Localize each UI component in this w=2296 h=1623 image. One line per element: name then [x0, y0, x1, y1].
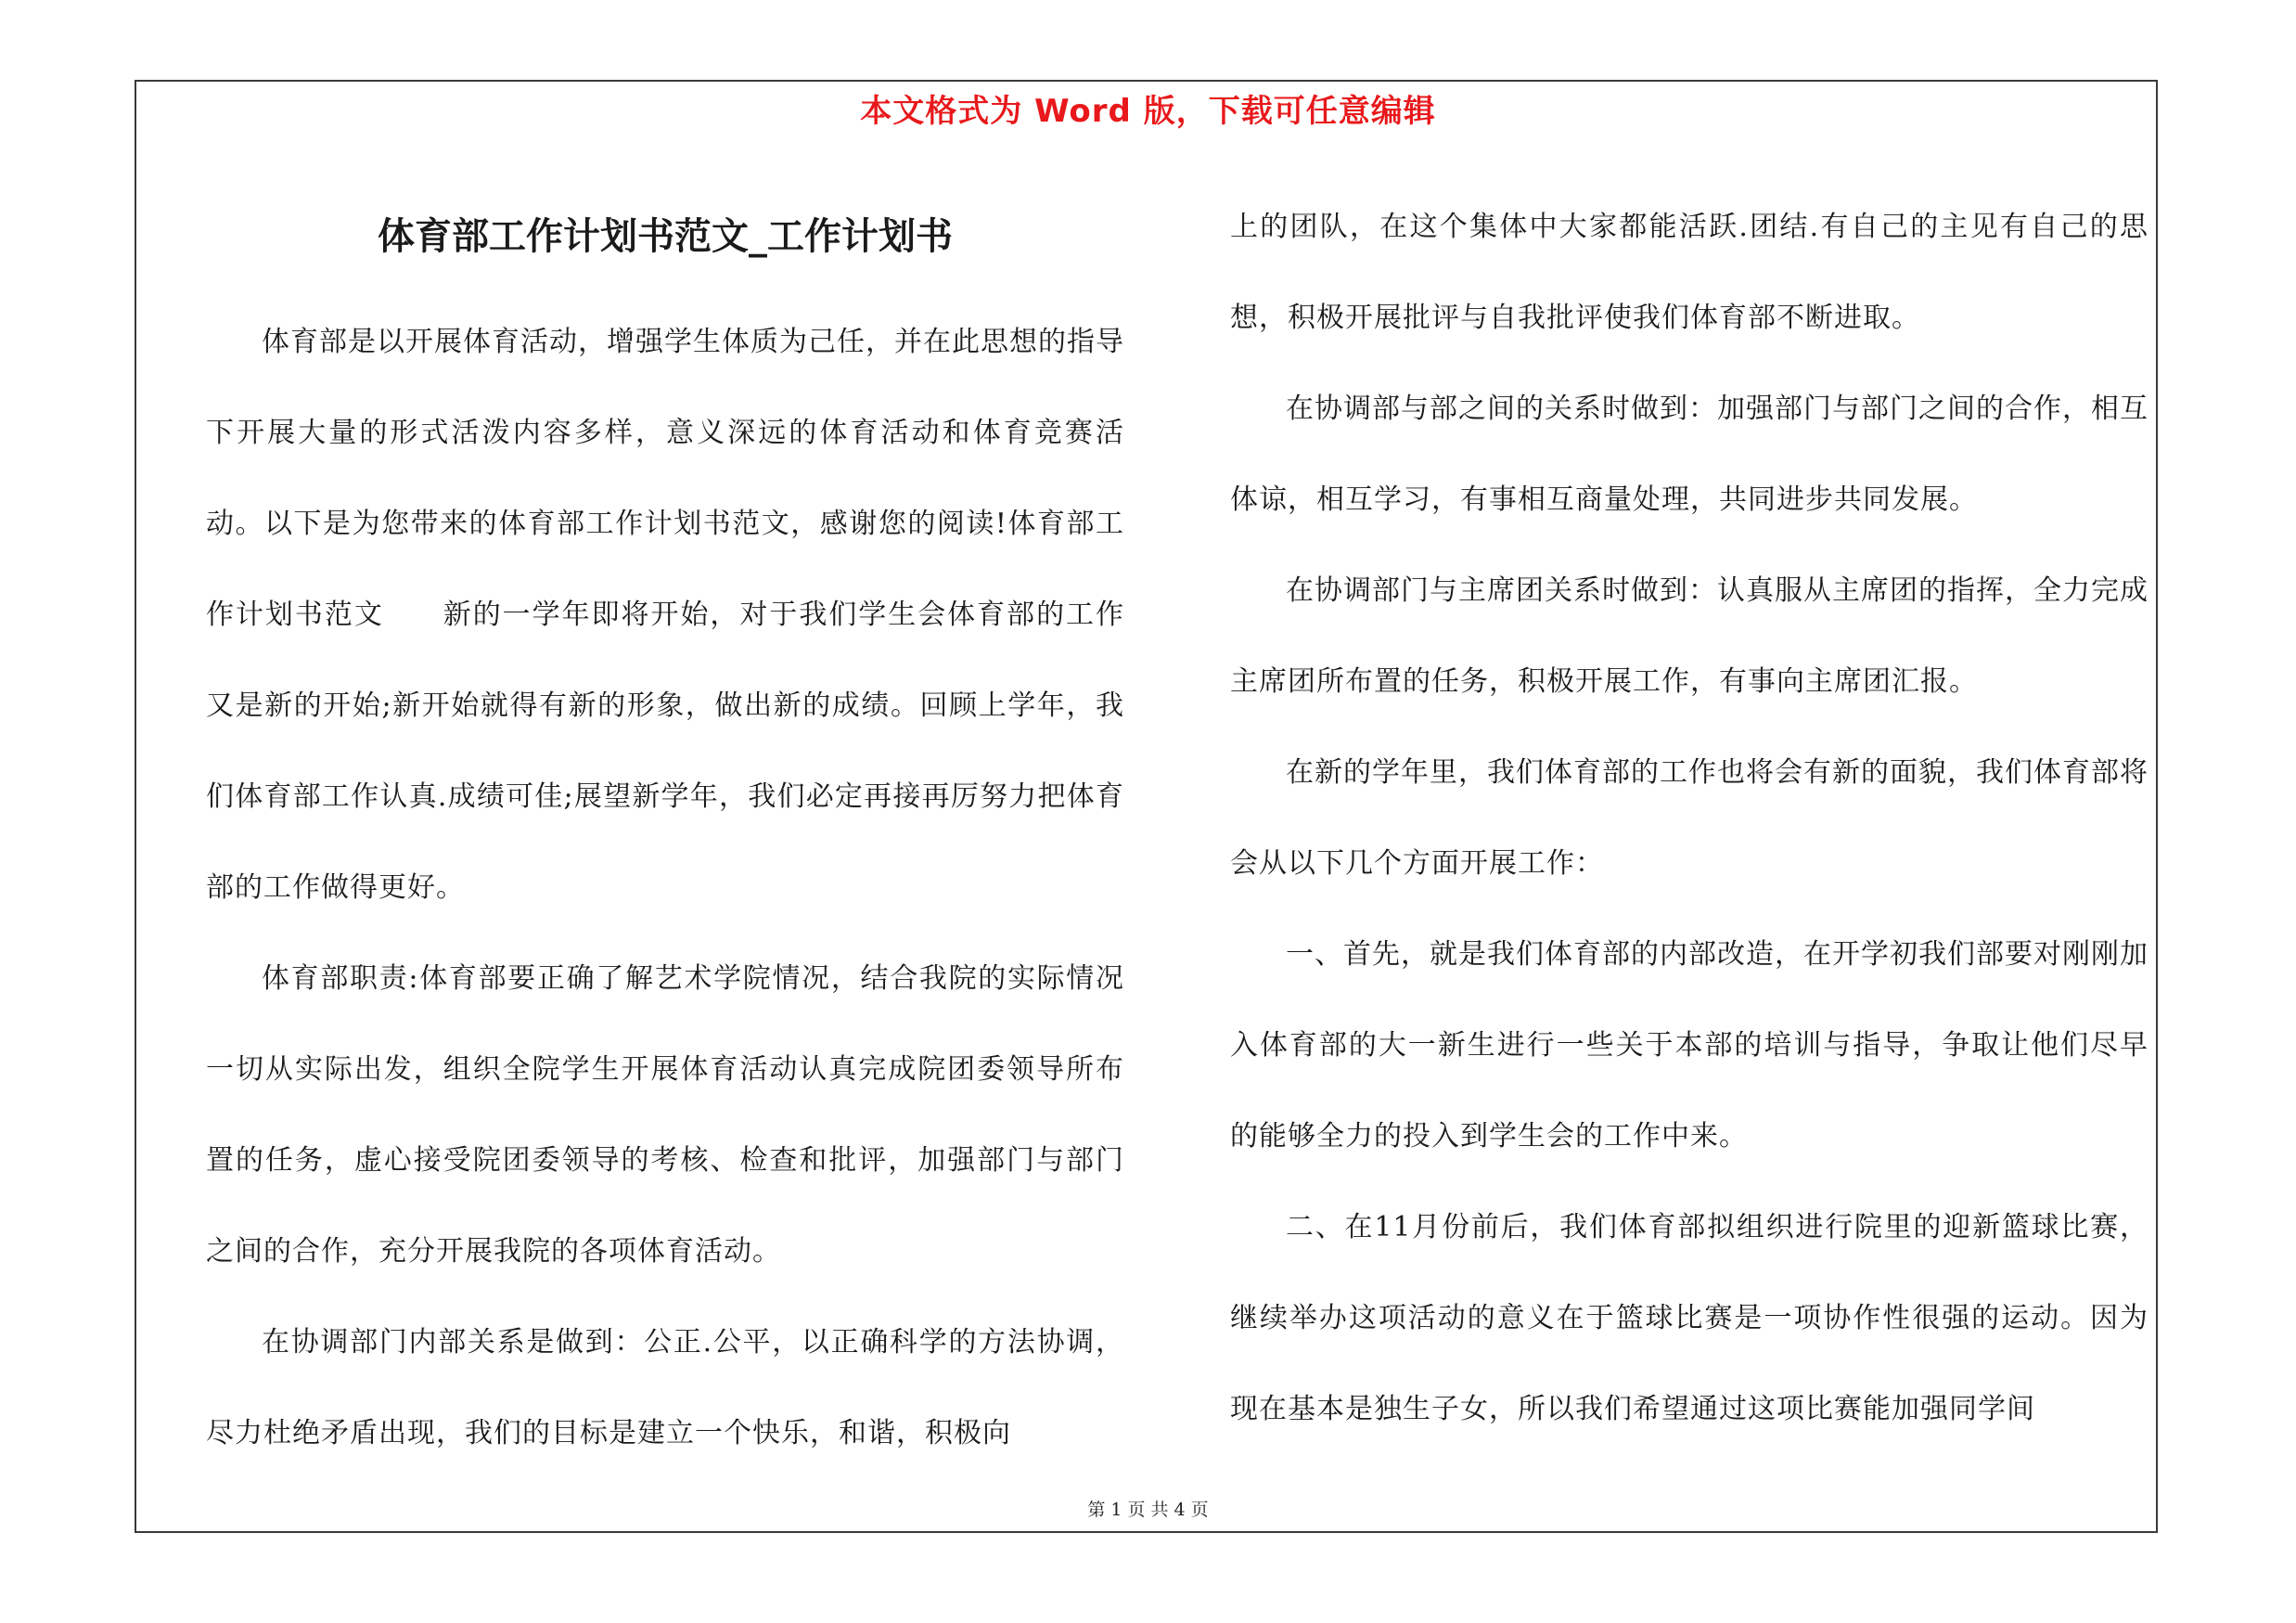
paragraph-presidium-relations: 在协调部门与主席团关系时做到：认真服从主席团的指挥，全力完成主席团所布置的任务，积极开展工作，有事向主席团汇报。 [1230, 574, 2148, 698]
paragraph-intro: 体育部是以开展体育活动，增强学生体质为己任，并在此思想的指导下开展大量的形式活泼内容多样，意义深远的体育活动和体育竞赛活动。以下是为您带来的体育部工作计划书范文，感谢您的阅读!体育部工作计划书范文 新的一学年即将开始，对于我们学生会体育部的工作又是新的开始;新开始就得有新的形象，做出新的成绩。回顾上学年，我们体育部工作认真.成绩可佳;展望新学年，我们必定再接再厉努力把体育部的工作做得更好。 [206, 326, 1124, 904]
paragraph-internal-relations: 在协调部门内部关系是做到：公正.公平，以正确科学的方法协调，尽力杜绝矛盾出现，我们的目标是建立一个快乐，和谐，积极向 [206, 1326, 1124, 1449]
paragraph-item-two: 二、在11月份前后，我们体育部拟组织进行院里的迎新篮球比赛，继续举办这项活动的意义在于篮球比赛是一项协作性很强的运动。因为现在基本是独生子女，所以我们希望通过这项比赛能加强同学间 [1230, 1211, 2148, 1425]
paragraph-team-continued: 上的团队，在这个集体中大家都能活跃.团结.有自己的主见有自己的思想，积极开展批评与自我批评使我们体育部不断进取。 [1230, 211, 2148, 334]
right-column [1230, 182, 2148, 1455]
paragraph-new-year: 在新的学年里，我们体育部的工作也将会有新的面貌，我们体育部将会从以下几个方面开展工作： [1230, 756, 2148, 880]
left-column [206, 176, 1124, 1479]
page-number-footer: 第 1 页 共 4 页 [1087, 1500, 1209, 1520]
format-notice-banner: 本文格式为 Word 版，下载可任意编辑 [860, 93, 1436, 130]
paragraph-duties: 体育部职责:体育部要正确了解艺术学院情况，结合我院的实际情况一切从实际出发，组织全院学生开展体育活动认真完成院团委领导所布置的任务，虚心接受院团委领导的考核、检查和批评，加强部门与部门之间的合作，充分开展我院的各项体育活动。 [206, 962, 1124, 1268]
document-title: 体育部工作计划书范文_工作计划书 [378, 214, 953, 258]
paragraph-item-one: 一、首先，就是我们体育部的内部改造，在开学初我们部要对刚刚加入体育部的大一新生进行一些关于本部的培训与指导，争取让他们尽早的能够全力的投入到学生会的工作中来。 [1230, 938, 2148, 1153]
paragraph-department-relations: 在协调部与部之间的关系时做到：加强部门与部门之间的合作，相互体谅，相互学习，有事相互商量处理，共同进步共同发展。 [1230, 393, 2148, 516]
